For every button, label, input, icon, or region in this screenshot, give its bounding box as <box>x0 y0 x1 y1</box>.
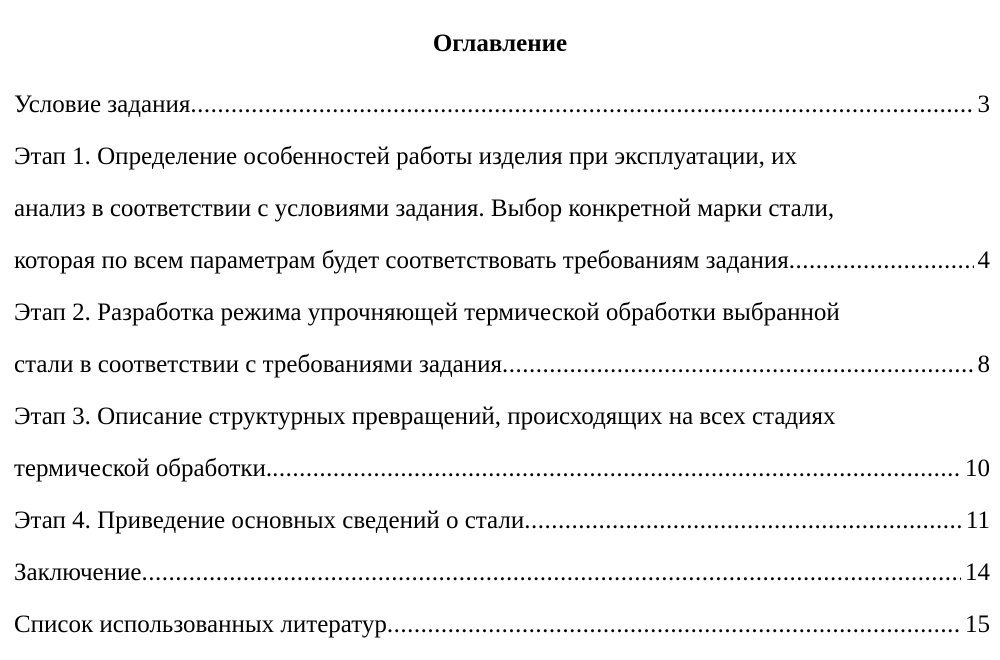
toc-list <box>14 79 990 651</box>
toc-entry-last-line <box>14 495 990 547</box>
toc-entry-stage-4[interactable] <box>14 495 990 547</box>
dot-leader <box>789 235 974 287</box>
toc-page-number: 8 <box>977 351 990 378</box>
toc-entry-text: Список использованных литератур <box>14 611 387 638</box>
toc-entry-last-line <box>14 599 990 651</box>
toc-page-number: 14 <box>965 559 990 586</box>
toc-page-number: 10 <box>965 455 990 482</box>
toc-entry-last-line <box>14 235 990 287</box>
toc-page-number: 15 <box>965 611 990 638</box>
toc-entry-condition[interactable] <box>14 79 990 131</box>
toc-entry-last-line <box>14 339 990 391</box>
toc-page-number: 4 <box>977 247 990 274</box>
toc-entry-last-line <box>14 547 990 599</box>
toc-entry-text: Этап 3. Описание структурных превращений, происходящих на всех стадиях <box>14 403 836 430</box>
toc-entry-text: Этап 1. Определение особенностей работы изделия при эксплуатации, их <box>14 143 798 170</box>
dot-leader <box>272 443 961 495</box>
toc-entry-text: Этап 4. Приведение основных сведений о стали <box>14 507 525 534</box>
toc-entry-text: Этап 2. Разработка режима упрочняющей термической обработки выбранной <box>14 299 840 326</box>
toc-entry-conclusion[interactable] <box>14 547 990 599</box>
toc-entry-last-line <box>14 79 990 131</box>
toc-entry-text: которая по всем параметрам будет соответствовать требованиям задания <box>14 247 789 274</box>
toc-entry-text: Заключение <box>14 559 142 586</box>
toc-entry-references[interactable] <box>14 599 990 651</box>
toc-entry-stage-2[interactable] <box>14 287 990 391</box>
toc-title: Оглавление <box>432 30 568 57</box>
toc-entry-text: анализ в соответствии с условиями задания. Выбор конкретной марки стали, <box>14 195 835 222</box>
toc-entry-text: Условие задания <box>14 91 191 118</box>
dot-leader <box>142 547 962 599</box>
toc-page-number: 3 <box>977 91 990 118</box>
toc-page-number: 11 <box>965 507 990 534</box>
toc-entry-stage-3[interactable] <box>14 391 990 495</box>
toc-entry-last-line <box>14 443 990 495</box>
dot-leader <box>524 495 962 547</box>
toc-entry-stage-1[interactable] <box>14 131 990 287</box>
dot-leader <box>190 79 973 131</box>
toc-entry-text: стали в соответствии с требованиями задания <box>14 351 503 378</box>
toc-entry-text: термической обработки. <box>14 455 273 482</box>
dot-leader <box>387 599 961 651</box>
dot-leader <box>502 339 973 391</box>
